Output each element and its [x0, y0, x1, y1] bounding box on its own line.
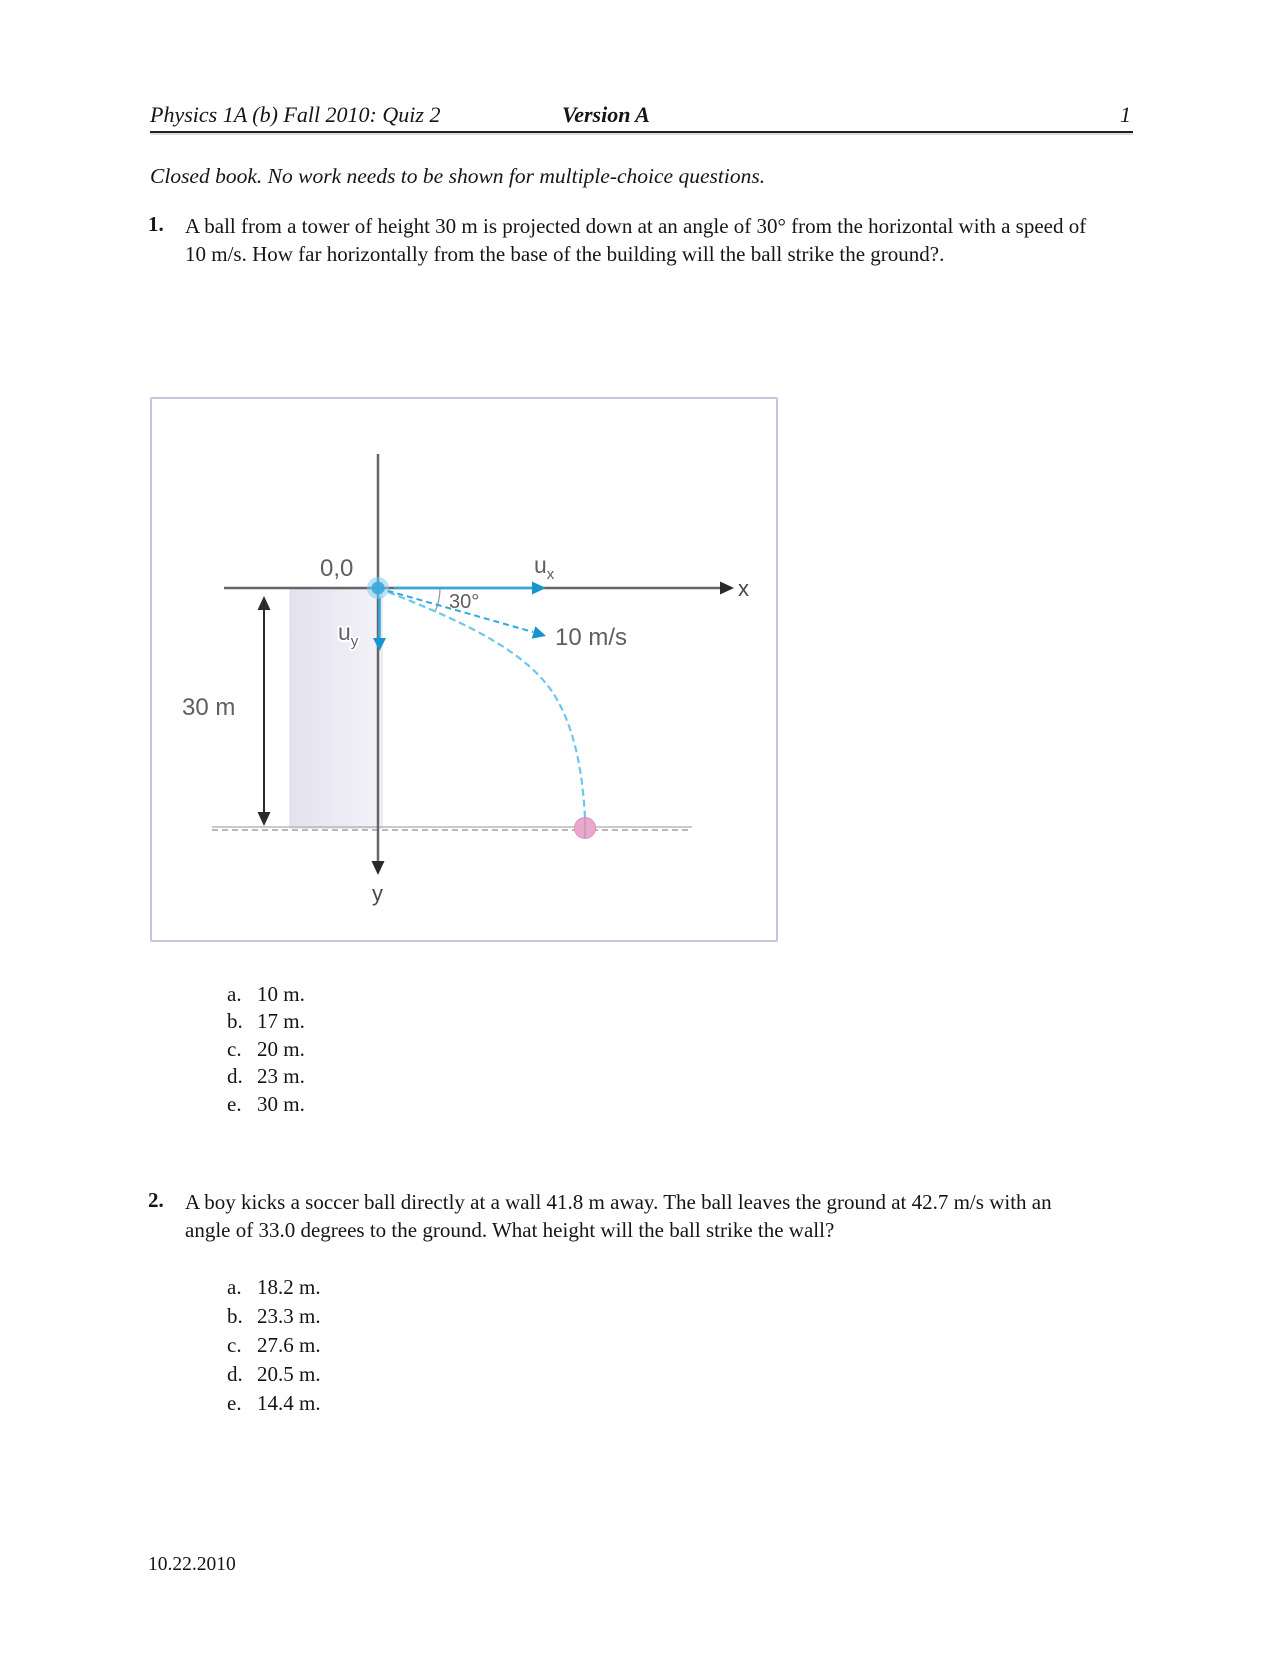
option-text: 17 m.	[257, 1009, 305, 1033]
projectile-diagram	[152, 399, 776, 940]
q1-option-c	[227, 1037, 305, 1062]
option-text: 20.5 m.	[257, 1362, 321, 1386]
option-letter: c.	[227, 1333, 242, 1357]
q2-option-a	[227, 1275, 321, 1300]
trajectory-curve	[378, 588, 585, 818]
projectile-figure	[150, 397, 778, 942]
y-axis-arrowhead	[372, 861, 385, 875]
question-1-number: 1.	[148, 212, 164, 236]
angle-arc	[435, 588, 440, 612]
q2-option-e	[227, 1391, 321, 1416]
origin-label: 0,0	[320, 555, 354, 582]
option-text: 27.6 m.	[257, 1333, 321, 1357]
page-header	[150, 97, 1133, 133]
q2-option-b	[227, 1304, 321, 1329]
option-letter: e.	[227, 1391, 242, 1415]
height-measure-arrow-down	[258, 812, 271, 826]
option-text: 30 m.	[257, 1092, 305, 1116]
height-label: 30 m	[182, 694, 236, 721]
uy-label: $u_y$	[338, 619, 359, 650]
question-1-text: A ball from a tower of height 30 m is projected down at an angle of 30° from the horizontal with a speed of 10 m/s. How far horizontally from the base of the building will the ball strike the ground?.	[185, 214, 1087, 266]
q1-option-a	[227, 982, 305, 1007]
option-text: 14.4 m.	[257, 1391, 321, 1415]
option-text: 23 m.	[257, 1064, 305, 1088]
quiz-version: Version A	[562, 102, 650, 127]
option-text: 10 m.	[257, 982, 305, 1006]
course-title: Physics 1A (b) Fall 2010: Quiz 2	[150, 102, 441, 127]
q2-option-c	[227, 1333, 321, 1358]
height-measure-arrow-up	[258, 596, 271, 610]
option-text: 23.3 m.	[257, 1304, 321, 1328]
x-axis-arrowhead	[720, 582, 734, 595]
option-letter: e.	[227, 1092, 242, 1116]
option-letter: a.	[227, 982, 242, 1006]
angle-label: 30°	[449, 591, 480, 613]
q1-option-e	[227, 1092, 305, 1117]
speed-label: 10 m/s	[555, 624, 628, 651]
q1-option-b	[227, 1009, 305, 1034]
option-letter: b.	[227, 1009, 243, 1033]
option-letter: b.	[227, 1304, 243, 1328]
ux-arrowhead	[532, 582, 546, 595]
ux-label: $u_x$	[534, 552, 555, 583]
instructions-line: Closed book. No work needs to be shown for multiple-choice questions.	[150, 164, 766, 188]
footer-date: 10.22.2010	[148, 1554, 236, 1575]
page-number: 1	[1120, 102, 1131, 127]
option-text: 18.2 m.	[257, 1275, 321, 1299]
question-2-text: A boy kicks a soccer ball directly at a wall 41.8 m away. The ball leaves the ground at 42.7 m/s with an angle of 33.0 degrees to the ground. What height will the ball strike the wall?	[185, 1190, 1052, 1242]
question-2-number: 2.	[148, 1188, 164, 1212]
option-letter: d.	[227, 1064, 243, 1088]
option-text: 20 m.	[257, 1037, 305, 1061]
q1-option-d	[227, 1064, 305, 1089]
option-letter: d.	[227, 1362, 243, 1386]
q2-option-d	[227, 1362, 321, 1387]
x-axis-label: x	[738, 576, 749, 601]
y-axis-label: y	[372, 881, 383, 906]
option-letter: a.	[227, 1275, 242, 1299]
origin-dot	[372, 582, 385, 595]
option-letter: c.	[227, 1037, 242, 1061]
velocity-arrowhead	[532, 626, 546, 638]
tower-shape	[290, 589, 382, 828]
